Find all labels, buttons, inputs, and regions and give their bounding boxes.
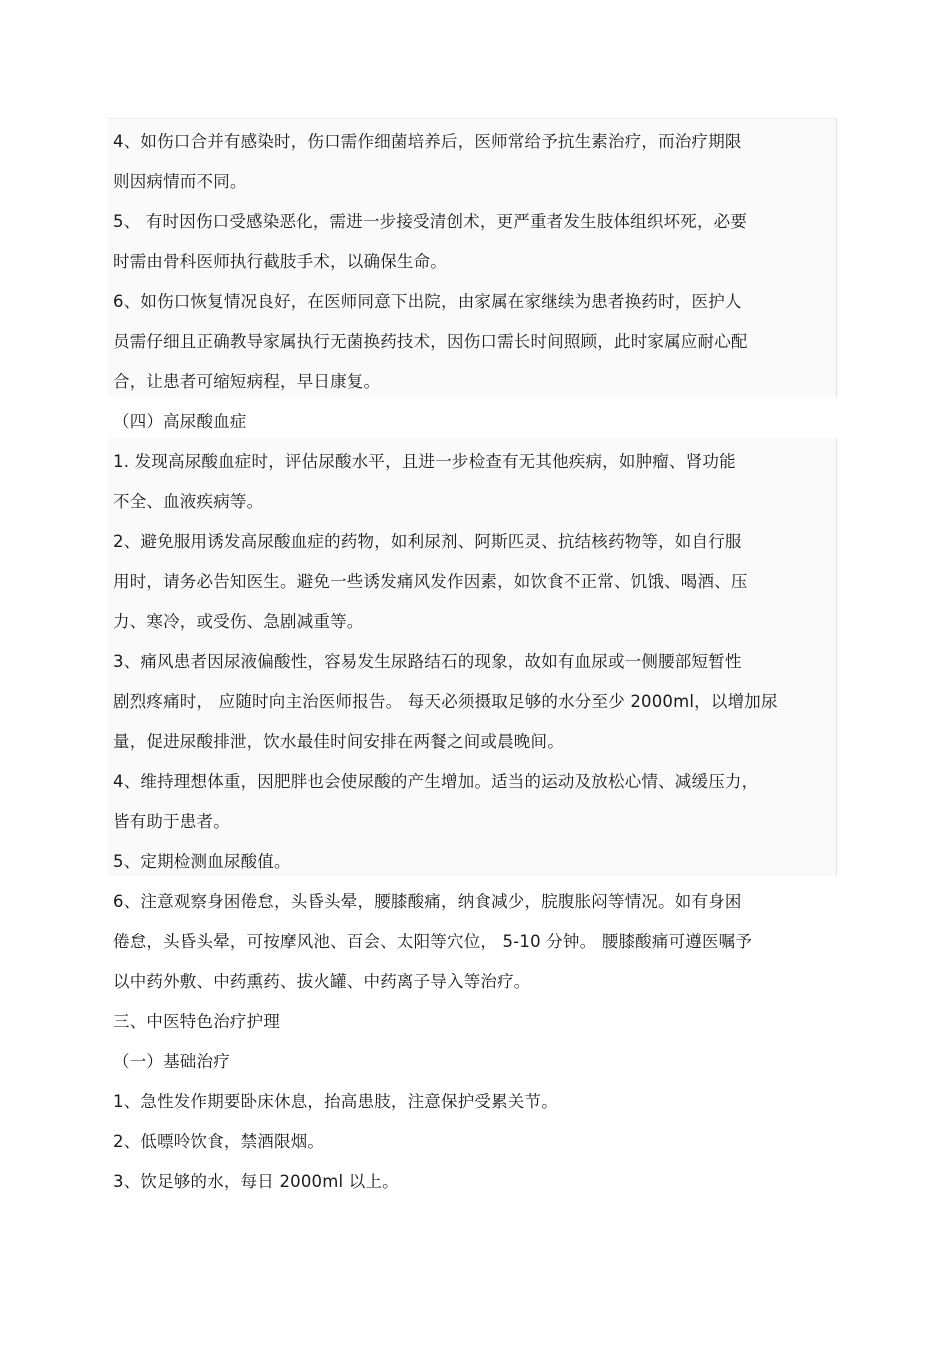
- text-line: 不全、血液疾病等。: [113, 492, 264, 511]
- text-line: 合，让患者可缩短病程，早日康复。: [113, 372, 381, 391]
- text-line: 则因病情而不同。: [113, 172, 247, 191]
- text-line: 2、避免服用诱发高尿酸血症的药物，如利尿剂、阿斯匹灵、抗结核药物等，如自行服: [113, 532, 742, 551]
- text-line: 用时，请务必告知医生。避免一些诱发痛风发作因素，如饮食不正常、饥饿、喝酒、压: [113, 572, 748, 591]
- text-line: 倦怠，头昏头晕，可按摩风池、百会、太阳等穴位， 5-10 分钟。 腰膝酸痛可遵医嘱予: [113, 932, 753, 951]
- text-line: 2、低嘌呤饮食，禁酒限烟。: [113, 1132, 325, 1151]
- text-line: 3、痛风患者因尿液偏酸性，容易发生尿路结石的现象，故如有血尿或一侧腰部短暂性: [113, 652, 742, 671]
- text-line: 6、如伤口恢复情况良好，在医师同意下出院，由家属在家继续为患者换药时，医护人: [113, 292, 742, 311]
- text-line: 时需由骨科医师执行截肢手术，以确保生命。: [113, 252, 447, 271]
- text-line: 力、寒冷，或受伤、急剧减重等。: [113, 612, 364, 631]
- text-line: 1. 发现高尿酸血症时，评估尿酸水平，且进一步检查有无其他疾病，如肿瘤、肾功能: [113, 452, 736, 471]
- text-line: 剧烈疼痛时， 应随时向主治医师报告。 每天必须摄取足够的水分至少 2000ml，以增加尿: [113, 692, 778, 711]
- section-heading: 三、中医特色治疗护理: [113, 1012, 280, 1031]
- section-subheading: （一）基础治疗: [113, 1052, 230, 1071]
- text-line: 员需仔细且正确教导家属执行无菌换药技术，因伤口需长时间照顾，此时家属应耐心配: [113, 332, 748, 351]
- text-line: 以中药外敷、中药熏药、拔火罐、中药离子导入等治疗。: [113, 972, 531, 991]
- text-line: 4、如伤口合并有感染时，伤口需作细菌培养后，医师常给予抗生素治疗，而治疗期限: [113, 132, 742, 151]
- text-line: 6、注意观察身困倦怠，头昏头晕，腰膝酸痛，纳食减少，脘腹胀闷等情况。如有身困: [113, 892, 742, 911]
- text-line: 5、定期检测血尿酸值。: [113, 852, 291, 871]
- text-line: 量，促进尿酸排泄，饮水最佳时间安排在两餐之间或晨晚间。: [113, 732, 564, 751]
- section-heading: （四）高尿酸血症: [113, 412, 247, 431]
- text-line: 1、急性发作期要卧床休息，抬高患肢，注意保护受累关节。: [113, 1092, 558, 1111]
- text-line: 皆有助于患者。: [113, 812, 230, 831]
- text-line: 3、饮足够的水，每日 2000ml 以上。: [113, 1172, 399, 1191]
- text-line: 4、维持理想体重，因肥胖也会使尿酸的产生增加。适当的运动及放松心情、减缓压力，: [113, 772, 759, 791]
- text-line: 5、 有时因伤口受感染恶化，需进一步接受清创术，更严重者发生肢体组织坏死，必要: [113, 212, 748, 231]
